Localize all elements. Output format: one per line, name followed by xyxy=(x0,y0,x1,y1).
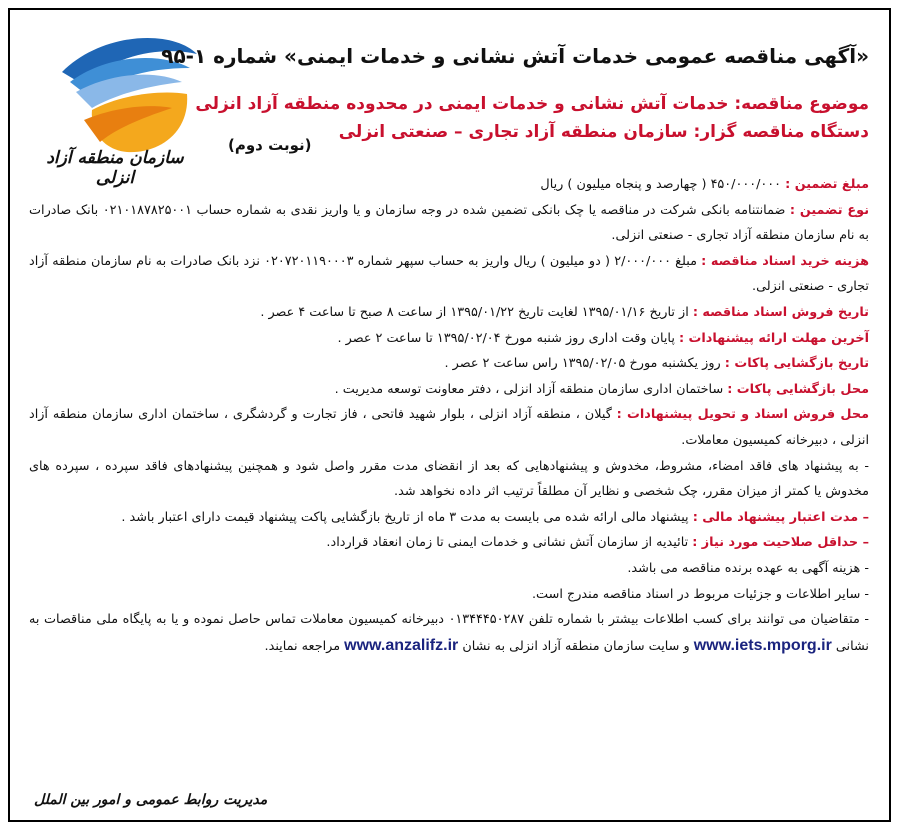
item-text: روز یکشنبه مورخ ۱۳۹۵/۰۲/۰۵ راس ساعت ۲ عصر . xyxy=(444,356,725,372)
item-label: تاریخ فروش اسناد مناقصه : xyxy=(692,304,869,320)
note-qualification xyxy=(29,530,869,556)
item-text: ۴۵۰/۰۰۰/۰۰۰ ( چهارصد و پنجاه میلیون ) ریال xyxy=(540,177,786,192)
item-document-cost xyxy=(29,249,869,300)
item-opening-place xyxy=(29,377,869,403)
item-label: محل بازگشایی پاکات : xyxy=(727,381,869,397)
contact-text: - متقاضیان می توانند برای کسب اطلاعات بیشتر با شماره تلفن ۰۱۳۴۴۴۵۰۲۸۷ دبیرخانه کمیسیون معاملات تماس حاصل نموده و یا به پایگاه ملی مناقصات به نشانی xyxy=(29,612,870,654)
item-guarantee-amount xyxy=(29,172,869,198)
item-text: از تاریخ ۱۳۹۵/۰۱/۱۶ لغایت تاریخ ۱۳۹۵/۰۱/۲۲ از ساعت ۸ صبح تا ساعت ۴ عصر . xyxy=(260,304,693,320)
note-text: پیشنهاد مالی ارائه شده می بایست به مدت ۳ ماه از تاریخ بازگشایی پاکت پیشنهاد قیمت دارای اعتبار باشد . xyxy=(121,509,693,525)
item-guarantee-type xyxy=(29,198,869,249)
logo-caption: سازمان منطقه آزاد انزلی xyxy=(46,148,184,188)
notice-body xyxy=(29,172,869,659)
item-text: مبلغ ۲/۰۰۰/۰۰۰ ( دو میلیون ) ریال واریز به حساب سپهر شماره ۰۲۰۷۲۰۱۱۹۰۰۰۳ نزد بانک صادرات به نام سازمان منطقه آزاد تجاری - صنعتی انزلی. xyxy=(29,253,869,295)
note-contact xyxy=(29,607,869,659)
note-label: – مدت اعتبار پیشنهاد مالی : xyxy=(692,509,869,525)
item-opening-date xyxy=(29,351,869,377)
item-label: هزینه خرید اسناد مناقصه : xyxy=(701,253,869,269)
anzali-link[interactable]: www.anzalifz.ir xyxy=(344,636,459,654)
item-text: ساختمان اداری سازمان منطقه آزاد انزلی ، دفتر معاونت توسعه مدیریت . xyxy=(334,381,728,397)
tender-organizer: دستگاه مناقصه گزار: سازمان منطقه آزاد تجاری – صنعتی انزلی xyxy=(338,122,869,142)
item-text: پایان وقت اداری روز شنبه مورخ ۱۳۹۵/۰۲/۰۴ تا ساعت ۲ عصر . xyxy=(337,330,679,346)
contact-text: مراجعه نمایند. xyxy=(264,638,345,654)
item-sale-date xyxy=(29,300,869,326)
item-label: نوع تضمین : xyxy=(789,202,869,218)
signature: مدیریت روابط عمومی و امور بین الملل xyxy=(34,792,268,808)
note-text: تائیدیه از سازمان آتش نشانی و خدمات ایمنی تا زمان انعقاد قرارداد. xyxy=(326,535,693,551)
item-submission-place xyxy=(29,402,869,453)
tender-topic: موضوع مناقصه: خدمات آتش نشانی و خدمات ایمنی در محدوده منطقه آزاد انزلی xyxy=(195,94,869,114)
note-rejection: - به پیشنهاد های فاقد امضاء، مشروط، مخدوش و پیشنهادهایی که بعد از انقضای مدت مقرر واصل شود و همچنین پیشنهادهای فاقد سپرده ، سپرده های مخدوش یا کمتر از میزان مقرر، چک شخصی و نظایر آن مطلقاً ترتیب اثر داده نخواهد شد. xyxy=(29,458,869,500)
publication-round: (نوبت دوم) xyxy=(228,136,312,154)
item-label: آخرین مهلت ارائه پیشنهادات : xyxy=(678,330,869,346)
note-cost: - هزینه آگهی به عهده برنده مناقصه می باشد. xyxy=(627,560,869,576)
note-label: – حداقل صلاحیت مورد نیاز : xyxy=(692,535,869,551)
item-label: تاریخ بازگشایی پاکات : xyxy=(724,356,869,372)
notice-title: «آگهی مناقصه عمومی خدمات آتش نشانی و خدمات ایمنی» شماره ۱-۹۵ xyxy=(161,44,869,68)
item-text: ضمانتنامه بانکی شرکت در مناقصه یا چک بانکی تضمین شده در وجه سازمان و یا واریز نقدی به شماره حساب ۰۲۱۰۱۸۷۸۲۵۰۰۱ بانک صادرات به نام سازمان منطقه آزاد تجاری - صنعتی انزلی. xyxy=(29,202,869,244)
note-other: - سایر اطلاعات و جزئیات مربوط در اسناد مناقصه مندرج است. xyxy=(531,586,869,602)
tender-notice xyxy=(8,8,891,822)
item-deadline xyxy=(29,326,869,352)
note-validity xyxy=(29,505,869,531)
item-text: گیلان ، منطقه آزاد انزلی ، بلوار شهید فاتحی ، فاز تجارت و گردشگری ، ساختمان اداری سازمان منطقه آزاد انزلی ، دبیرخانه کمیسیون معاملات. xyxy=(29,407,869,448)
item-label: محل فروش اسناد و تحویل پیشنهادات : xyxy=(616,407,869,423)
item-label: مبلغ تضمین : xyxy=(785,177,869,192)
contact-text: و سایت سازمان منطقه آزاد انزلی به نشان xyxy=(458,638,694,654)
iets-link[interactable]: www.iets.mporg.ir xyxy=(693,636,832,654)
